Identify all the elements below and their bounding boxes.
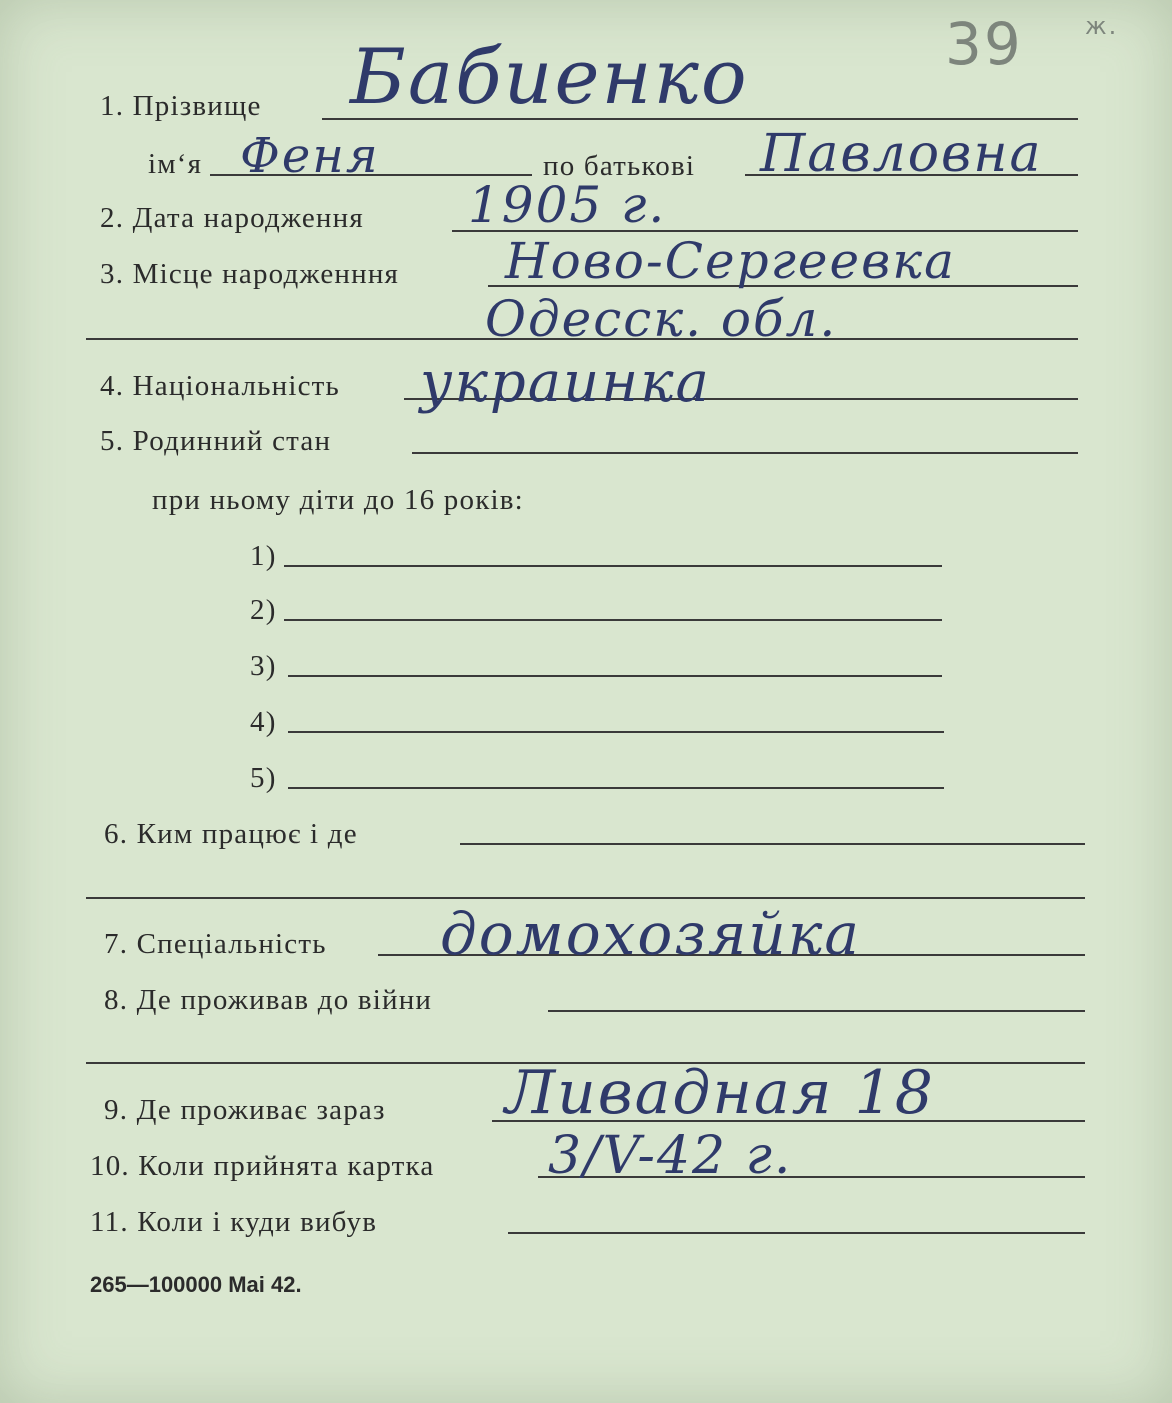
children-heading: при ньому діти до 16 років: — [152, 484, 524, 516]
name-label: ім‘я — [148, 148, 203, 180]
child-5-label: 5) — [250, 762, 277, 794]
child-1-line — [284, 565, 942, 567]
nationality-label: 4. Національність — [100, 370, 340, 402]
child-4-line — [288, 731, 944, 733]
specialty-label: 7. Спеціальність — [104, 928, 327, 960]
child-5-line — [288, 787, 944, 789]
pencil-note: ж. — [1085, 12, 1119, 40]
surname-label: 1. Прізвище — [100, 90, 262, 122]
specialty-value: домохозяйка — [440, 900, 861, 968]
pre-war-residence-line — [548, 1010, 1085, 1012]
current-residence-label: 9. Де проживає зараз — [104, 1094, 386, 1126]
work-label: 6. Ким працює і де — [104, 818, 358, 850]
surname-value: Бабиенко — [350, 32, 749, 121]
birth-place-label: 3. Місце народженння — [100, 258, 400, 290]
birth-date-label: 2. Дата народження — [100, 202, 364, 234]
work-line-2 — [86, 897, 1085, 899]
card-accepted-value: 3/V-42 г. — [548, 1126, 793, 1186]
family-status-label: 5. Родинний стан — [100, 425, 332, 457]
family-status-line — [412, 452, 1078, 454]
pre-war-residence-label: 8. Де проживав до війни — [104, 984, 433, 1016]
print-run-footer: 265—100000 Mai 42. — [90, 1272, 302, 1297]
pencil-number: 39 — [945, 10, 1023, 78]
name-value: Феня — [240, 128, 380, 184]
departure-label: 11. Коли і куди вибув — [90, 1206, 378, 1238]
birth-place-value: Ново-Сергеевка — [505, 232, 956, 290]
nationality-value: украинка — [420, 350, 711, 415]
patronymic-label: по батькові — [543, 150, 696, 182]
card-accepted-label: 10. Коли прийнята картка — [90, 1150, 435, 1182]
work-line — [460, 843, 1085, 845]
patronymic-value: Павловна — [760, 124, 1043, 184]
child-1-label: 1) — [250, 540, 277, 572]
departure-line — [508, 1232, 1085, 1234]
birth-date-value: 1905 г. — [468, 176, 667, 234]
child-4-label: 4) — [250, 706, 277, 738]
current-residence-value: Ливадная 18 — [505, 1058, 935, 1128]
child-3-line — [288, 675, 942, 677]
birth-place-value-2: Одесск. обл. — [485, 290, 838, 348]
child-2-line — [284, 619, 942, 621]
child-2-label: 2) — [250, 594, 277, 626]
child-3-label: 3) — [250, 650, 277, 682]
